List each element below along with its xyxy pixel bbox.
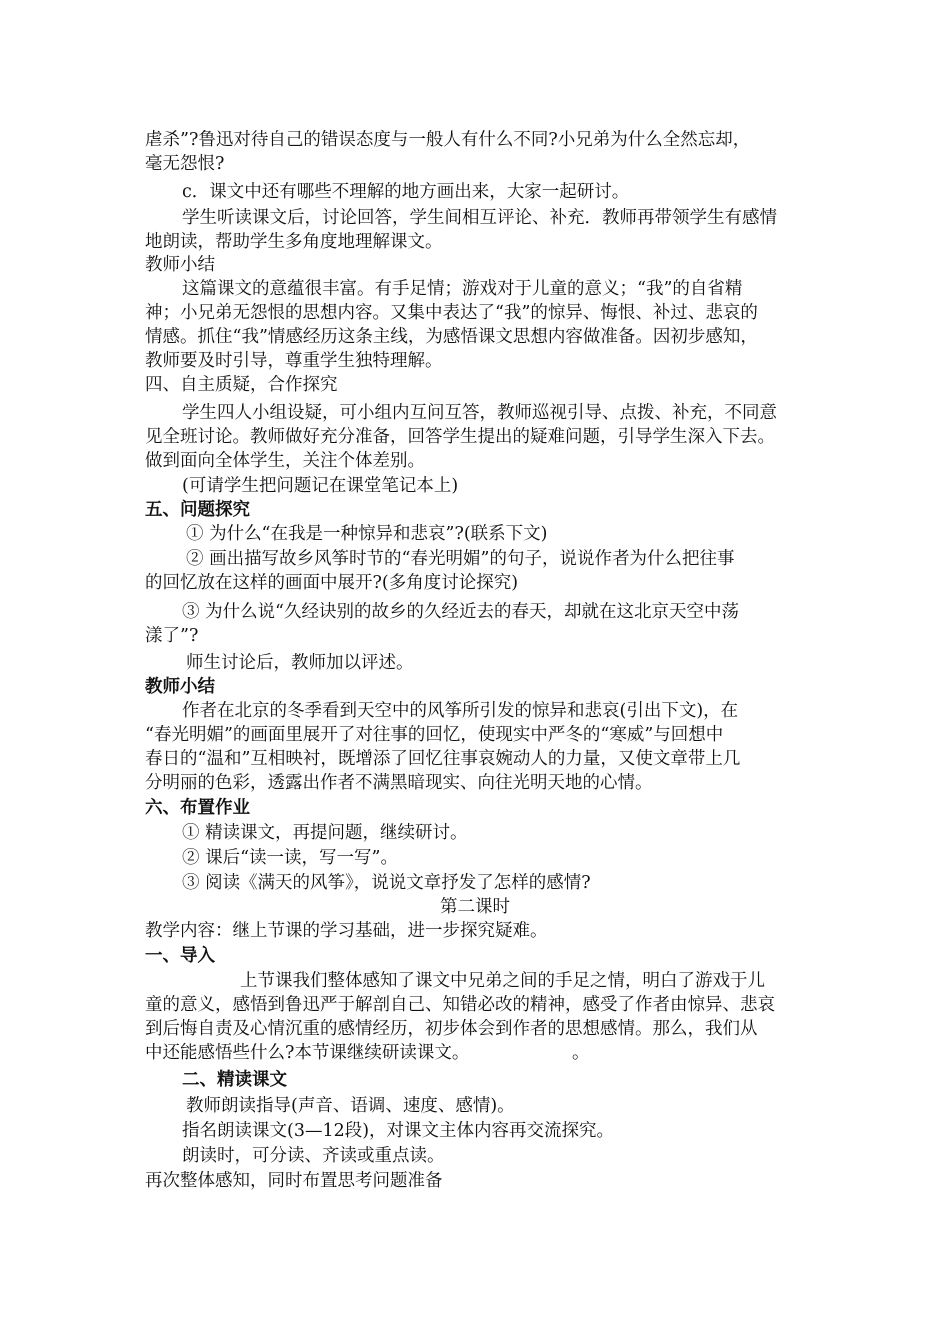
text-line: 师生讨论后，教师加以评述。 bbox=[186, 653, 414, 673]
text-line: 到后悔自责及心情沉重的感情经历，初步体会到作者的思想感情。那么，我们从 bbox=[145, 1019, 758, 1039]
text-line: 童的意义，感悟到鲁迅严于解剖自己、知错必改的精神，感受了作者由惊异、悲哀 bbox=[145, 995, 775, 1015]
text-line: 朗读时，可分读、齐读或重点读。 bbox=[182, 1146, 445, 1166]
section-heading: 教师小结 bbox=[145, 255, 215, 275]
homework-item: ③ 阅读《满天的风筝》，说说文章抒发了怎样的感情? bbox=[182, 873, 591, 893]
text-line: 上节课我们整体感知了课文中兄弟之间的手足之情，明白了游戏于儿 bbox=[240, 971, 765, 991]
text-line: 指名朗读课文(3—12段)，对课文主体内容再交流探究。 bbox=[182, 1121, 615, 1141]
question-item: ② 画出描写故乡风筝时节的“春光明媚”的句子，说说作者为什么把往事 bbox=[186, 549, 735, 569]
text-line: (可请学生把问题记在课堂笔记本上) bbox=[182, 476, 459, 496]
question-item: ③ 为什么说“久经诀别的故乡的久经近去的春天，却就在这北京天空中荡 bbox=[182, 602, 740, 622]
text-line: 教学内容：继上节课的学习基础，进一步探究疑难。 bbox=[145, 921, 548, 941]
text-line: 学生四人小组设疑，可小组内互问互答，教师巡视引导、点拨、补充，不同意 bbox=[182, 403, 777, 423]
text-line: 地朗读，帮助学生多角度地理解课文。 bbox=[145, 232, 443, 252]
section-heading: 一、导入 bbox=[145, 946, 215, 966]
text-line: 教师朗读指导(声音、语调、速度、感情)。 bbox=[186, 1096, 515, 1116]
lesson-title: 第二课时 bbox=[440, 897, 510, 917]
section-heading: 四、自主质疑，合作探究 bbox=[145, 375, 338, 395]
section-heading: 五、问题探究 bbox=[145, 500, 250, 520]
section-heading: 教师小结 bbox=[145, 677, 215, 697]
text-line: 分明丽的色彩，透露出作者不满黑暗现实、向往光明天地的心情。 bbox=[145, 773, 653, 793]
text-line: “春光明媚”的画面里展开了对往事的回忆，使现实中严冬的“寒威”与回想中 bbox=[145, 725, 724, 745]
text-line: c．课文中还有哪些不理解的地方画出来，大家一起研讨。 bbox=[182, 182, 630, 202]
text-line: 情感。抓住“我”情感经历这条主线，为感悟课文思想内容做准备。因初步感知， bbox=[145, 327, 758, 347]
text-line: 再次整体感知，同时布置思考问题准备 bbox=[145, 1171, 443, 1191]
text-line: 见全班讨论。教师做好充分准备，回答学生提出的疑难问题，引导学生深入下去。 bbox=[145, 427, 775, 447]
homework-item: ② 课后“读一读，写一写”。 bbox=[182, 848, 398, 868]
text-line: 学生听读课文后，讨论回答，学生间相互评论、补充．教师再带领学生有感情 bbox=[182, 208, 777, 228]
text-line: 做到面向全体学生，关注个体差别。 bbox=[145, 451, 425, 471]
text-line: 的回忆放在这样的画面中展开?(多角度讨论探究) bbox=[145, 573, 519, 593]
homework-item: ① 精读课文，再提问题，继续研讨。 bbox=[182, 823, 468, 843]
section-heading: 六、布置作业 bbox=[145, 798, 250, 818]
section-heading: 二、精读课文 bbox=[182, 1070, 287, 1090]
text-line: 虐杀”?鲁迅对待自己的错误态度与一般人有什么不同?小兄弟为什么全然忘却， bbox=[145, 130, 751, 150]
text-line: 这篇课文的意蕴很丰富。有手足情；游戏对于儿童的意义；“我”的自省精 bbox=[182, 279, 743, 299]
text-line: 春日的“温和”互相映衬，既增添了回忆往事哀婉动人的力量，又使文章带上几 bbox=[145, 749, 741, 769]
text-line: 漾了”? bbox=[145, 626, 199, 646]
text-line: 作者在北京的冬季看到天空中的风筝所引发的惊异和悲哀(引出下文)，在 bbox=[182, 701, 739, 721]
stray-mark: 。 bbox=[572, 1043, 590, 1063]
question-item: ① 为什么“在我是一种惊异和悲哀”?(联系下文) bbox=[186, 524, 548, 544]
text-line: 教师要及时引导，尊重学生独特理解。 bbox=[145, 351, 443, 371]
text-line: 神；小兄弟无怨恨的思想内容。又集中表达了“我”的惊异、悔恨、补过、悲哀的 bbox=[145, 303, 758, 323]
text-line: 中还能感悟些什么?本节课继续研读课文。 bbox=[145, 1043, 470, 1063]
text-line: 毫无怨恨? bbox=[145, 154, 225, 174]
